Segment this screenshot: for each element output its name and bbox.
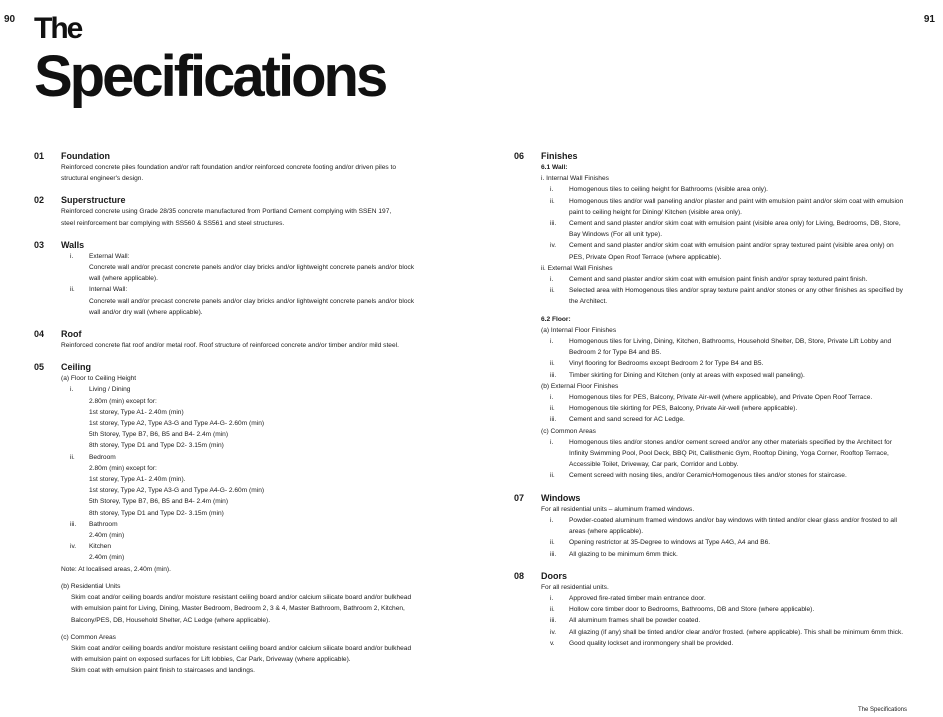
roman-numeral: ii. xyxy=(550,606,555,614)
item-label: Living / Dining xyxy=(89,386,131,394)
list-item xyxy=(61,452,434,519)
section-finishes xyxy=(514,150,914,482)
text-line: For all residential units. xyxy=(541,583,609,591)
section-doors xyxy=(514,570,914,649)
section-number: 05 xyxy=(34,362,45,373)
list-item xyxy=(541,392,914,403)
section-heading: Superstructure xyxy=(61,195,126,206)
list-item xyxy=(541,240,914,262)
text-line: Reinforced concrete piles foundation and/or raft foundation and/or reinforced concrete footing and/or driven piles to xyxy=(61,164,397,171)
section-windows xyxy=(514,492,914,560)
text-line: Selected area with Homogenous tiles and/or spray texture paint and/or stones or any other finishes as specified by xyxy=(569,287,903,295)
list-item xyxy=(541,627,914,638)
text-line: 2.40m (min) xyxy=(89,554,125,562)
list-item xyxy=(541,218,914,240)
roman-numeral: i. xyxy=(550,276,554,284)
right-column xyxy=(514,150,914,659)
text-line: Concrete wall and/or precast concrete panels and/or clay bricks and/or lightweight concrete panels and/or block xyxy=(89,264,415,272)
note: Note: At localised areas, 2.40m (min). xyxy=(61,565,171,573)
text-line: All glazing (if any) shall be tinted and/or clear and/or frosted. (where applicable). This shall be minimum 6mm thick. xyxy=(569,628,904,636)
left-column xyxy=(34,150,434,687)
subheading: (a) Internal Floor Finishes xyxy=(541,326,617,334)
page-number-left: 90 xyxy=(4,14,16,25)
roman-numeral: i. xyxy=(550,594,554,602)
subheading: 6.2 Floor: xyxy=(541,315,571,323)
roman-numeral: ii. xyxy=(550,539,555,547)
roman-numeral: ii. xyxy=(550,197,555,205)
list-item xyxy=(541,437,914,471)
roman-numeral: iv. xyxy=(70,543,77,551)
section-roof xyxy=(34,328,434,351)
list-item xyxy=(541,593,914,604)
roman-numeral: v. xyxy=(550,639,555,647)
list-item xyxy=(541,336,914,358)
text-line: Skim coat and/or ceiling boards and/or moisture resistant ceiling board and/or calcium silicate board and/or bulkhead xyxy=(71,594,412,602)
text-line: Good quality lockset and ironmongery shall be provided. xyxy=(569,639,734,647)
list xyxy=(541,515,914,560)
text-line: Homogenous tiles and/or stones and/or cement screed and/or any other materials specified by the Architect for xyxy=(569,438,892,446)
text-line: 8th storey, Type D1 and Type D2- 3.15m (min) xyxy=(89,509,224,517)
title-line-1: The xyxy=(34,12,82,45)
text-line: Skim coat with emulsion paint finish to staircases and landings. xyxy=(71,667,255,675)
text-line: For all residential units – aluminum framed windows. xyxy=(541,505,695,513)
text-line: PES, Private Open Roof Terrace (where applicable). xyxy=(569,253,722,261)
text-line: Approved fire-rated timber main entrance door. xyxy=(569,594,706,602)
text-line: Reinforced concrete using Grade 28/35 concrete manufactured from Portland Cement complying with SSEN 197, xyxy=(61,208,392,216)
text-line: Concrete wall and/or precast concrete panels and/or clay bricks and/or lightweight concrete panels and/or block xyxy=(89,297,415,305)
item-label: Kitchen xyxy=(89,543,111,551)
text-line: Homogenous tiles for Living, Dining, Kitchen, Bathrooms, Household Shelter, DB, Store, Private Lift Lobby and xyxy=(569,338,892,346)
list-item xyxy=(61,541,434,563)
subheading: (a) Floor to Ceiling Height xyxy=(61,375,137,383)
roman-numeral: i. xyxy=(550,186,554,194)
text-line: Bedroom 2 for Type B4 and B5. xyxy=(569,349,662,357)
text-line: Skim coat and/or ceiling boards and/or moisture resistant ceiling board and/or calcium silicate board and/or bulkhead xyxy=(71,644,412,652)
text-line: Cement and sand screed for AC Ledge. xyxy=(569,416,685,424)
subheading: (c) Common Areas xyxy=(61,633,116,641)
text-line: Cement and sand plaster and/or skim coat with emulsion paint and/or spray textured paint (visible area only) on xyxy=(569,242,894,250)
section-superstructure xyxy=(34,194,434,228)
roman-numeral: ii. xyxy=(550,287,555,295)
roman-numeral: ii. xyxy=(550,472,555,480)
text-line: Timber skirting for Dining and Kitchen (only at areas with exposed wall paneling). xyxy=(569,371,805,379)
item-label: Internal Wall: xyxy=(89,286,128,294)
list-item xyxy=(541,549,914,560)
footer-label: The Specifications xyxy=(857,707,907,713)
list-item xyxy=(61,251,434,285)
subheading: ii. External Wall Finishes xyxy=(541,264,613,272)
item-label: Bedroom xyxy=(89,453,116,461)
roman-numeral: i. xyxy=(70,386,74,394)
list-item xyxy=(541,196,914,218)
section-number: 03 xyxy=(34,239,45,250)
text-line: 2.40m (min) xyxy=(89,532,125,540)
roman-numeral: i. xyxy=(550,394,554,402)
list-item xyxy=(541,515,914,537)
text-line: 8th storey, Type D1 and Type D2- 3.15m (min) xyxy=(89,442,224,450)
roman-numeral: iii. xyxy=(550,617,557,625)
list xyxy=(541,593,914,649)
list-item xyxy=(541,184,914,195)
list xyxy=(541,274,914,308)
text-line: Balcony/PES, DB, Household Shelter, AC Ledge (where applicable). xyxy=(71,616,271,624)
roman-numeral: i. xyxy=(70,252,74,260)
text-line: the Architect. xyxy=(569,298,608,306)
roman-numeral: ii. xyxy=(550,360,555,368)
roman-numeral: iii. xyxy=(550,371,557,379)
list-item xyxy=(61,284,434,318)
roman-numeral: i. xyxy=(550,438,554,446)
text-line: Cement and sand plaster and/or skim coat with emulsion paint finish and/or spray textured paint finish. xyxy=(569,276,868,284)
list-item xyxy=(61,519,434,541)
text-line: structural engineer's design. xyxy=(61,175,144,183)
list-item xyxy=(541,274,914,285)
subheading: (b) External Floor Finishes xyxy=(541,382,619,390)
text-line: Reinforced concrete flat roof and/or metal roof. Roof structure of reinforced concrete and/or timber and/or mild steel. xyxy=(61,342,399,350)
list-item xyxy=(541,358,914,369)
text-line: 1st storey, Type A1- 2.40m (min) xyxy=(89,408,184,416)
title-line-2: Specifications xyxy=(34,44,386,109)
text-line: with emulsion paint on exposed surfaces for Lift lobbies, Car Park, Driveway (where applicable). xyxy=(71,656,351,664)
item-label: Bathroom xyxy=(89,520,118,528)
text-line: Homogenous tiles and/or wall paneling and/or plaster and paint with emulsion paint and/or skim coat with emulsion xyxy=(569,197,904,205)
roman-numeral: iii. xyxy=(70,520,77,528)
section-walls xyxy=(34,239,434,318)
section-number: 06 xyxy=(514,151,525,161)
section-heading: Doors xyxy=(541,570,568,581)
text-line: 1st storey, Type A2, Type A3-G and Type A4-G- 2.60m (min) xyxy=(89,420,265,428)
page-number-right: 91 xyxy=(923,14,935,25)
text-line: 2.80m (min) except for: xyxy=(89,397,157,405)
text-line: All glazing to be minimum 6mm thick. xyxy=(569,550,678,558)
list-item xyxy=(541,470,914,481)
roman-numeral: iii. xyxy=(550,220,557,228)
list-item xyxy=(541,604,914,615)
text-line: steel reinforcement bar complying with SS560 & SS561 and steel structures. xyxy=(61,219,285,227)
item-label: External Wall: xyxy=(89,252,130,260)
roman-numeral: i. xyxy=(550,516,554,524)
text-line: 5th Storey, Type B7, B6, B5 and B4- 2.4m (min) xyxy=(89,498,229,506)
roman-numeral: iv. xyxy=(550,628,557,636)
text-line: All aluminum frames shall be powder coated. xyxy=(569,617,701,625)
list-item xyxy=(541,403,914,414)
section-heading: Windows xyxy=(541,492,581,503)
roman-numeral: iii. xyxy=(550,416,557,424)
roman-numeral: iii. xyxy=(550,550,557,558)
text-line: 2.80m (min) except for: xyxy=(89,464,157,472)
subheading: (c) Common Areas xyxy=(541,427,596,435)
section-number: 04 xyxy=(34,329,45,340)
text-line: 5th Storey, Type B7, B6, B5 and B4- 2.4m (min) xyxy=(89,431,229,439)
subheading: i. Internal Wall Finishes xyxy=(541,175,609,183)
roman-numeral: i. xyxy=(550,338,554,346)
text-line: Homogenous tiles to ceiling height for Bathrooms (visible area only). xyxy=(569,186,769,194)
section-ceiling xyxy=(34,361,434,676)
list-item xyxy=(541,615,914,626)
section-number: 07 xyxy=(514,492,525,503)
list-item xyxy=(541,414,914,425)
subheading: (b) Residential Units xyxy=(61,582,121,590)
section-foundation xyxy=(34,150,434,184)
text-line: Powder-coated aluminum framed windows and/or bay windows with tinted and/or clear glass and/or frosted to all xyxy=(569,516,898,524)
text-line: Homogenous tiles for PES, Balcony, Private Air-well (where applicable), and Private Open Roof Terrace. xyxy=(569,394,873,402)
roman-numeral: ii. xyxy=(70,286,75,294)
text-line: Accessible Toilet, Driveway, Car park, Corridor and Lobby. xyxy=(569,461,739,469)
list-item xyxy=(61,384,434,451)
text-line: Bay Windows (For all unit type). xyxy=(569,231,663,239)
text-line: Vinyl flooring for Bedrooms except Bedroom 2 for Type B4 and B5. xyxy=(569,360,764,368)
list xyxy=(541,184,914,262)
text-line: wall and/or dry wall (where applicable). xyxy=(89,308,203,316)
text-line: wall (where applicable). xyxy=(89,275,158,283)
text-line: Cement screed with nosing tiles, and/or Ceramic/Homogenous tiles and/or stones for staircase. xyxy=(569,472,847,480)
list xyxy=(541,336,914,381)
text-line: 1st storey, Type A2, Type A3-G and Type A4-G- 2.60m (min) xyxy=(89,487,265,495)
text-line: areas (where applicable). xyxy=(569,528,644,536)
text-line: Infinity Swimming Pool, Pool Deck, BBQ Pit, Callisthenic Gym, Rooftop Dining, Yoga Corner, Rooftop Terrace, xyxy=(569,450,889,458)
section-heading: Finishes xyxy=(541,151,578,161)
roman-numeral: iv. xyxy=(550,242,557,250)
page-title xyxy=(34,12,386,109)
section-heading: Foundation xyxy=(61,151,110,161)
list-item xyxy=(541,638,914,649)
section-heading: Roof xyxy=(61,329,82,340)
section-number: 08 xyxy=(514,570,525,581)
text-line: Opening restrictor at 35-Degree to windows at Type A4G, A4 and B6. xyxy=(569,539,771,547)
text-line: Hollow core timber door to Bedrooms, Bathrooms, DB and Store (where applicable). xyxy=(569,606,815,614)
list-item xyxy=(541,370,914,381)
text-line: paint to ceiling height for Dining/ Kitchen (visible area only). xyxy=(569,208,742,216)
roman-numeral: ii. xyxy=(70,453,75,461)
list xyxy=(541,392,914,426)
section-number: 02 xyxy=(34,195,45,206)
section-heading: Ceiling xyxy=(61,362,92,373)
list-item xyxy=(541,537,914,548)
section-heading: Walls xyxy=(61,239,85,250)
section-number: 01 xyxy=(34,151,45,161)
subheading: 6.1 Wall: xyxy=(541,164,568,171)
text-line: 1st storey, Type A1- 2.40m (min). xyxy=(89,476,186,484)
roman-numeral: ii. xyxy=(550,405,555,413)
text-line: Cement and sand plaster and/or skim coat with emulsion paint (visible area only) for Living, Bedrooms, DB, Store, xyxy=(569,220,901,228)
list xyxy=(541,437,914,482)
list-item xyxy=(541,285,914,307)
text-line: with emulsion paint for Living, Dining, Master Bedroom, Bedroom 2, 3 & 4, Master Bathroom, Bathroom 2, Kitchen, xyxy=(71,605,405,613)
text-line: Homogenous tile skirting for PES, Balcony, Private Air-well (where applicable). xyxy=(569,405,798,413)
